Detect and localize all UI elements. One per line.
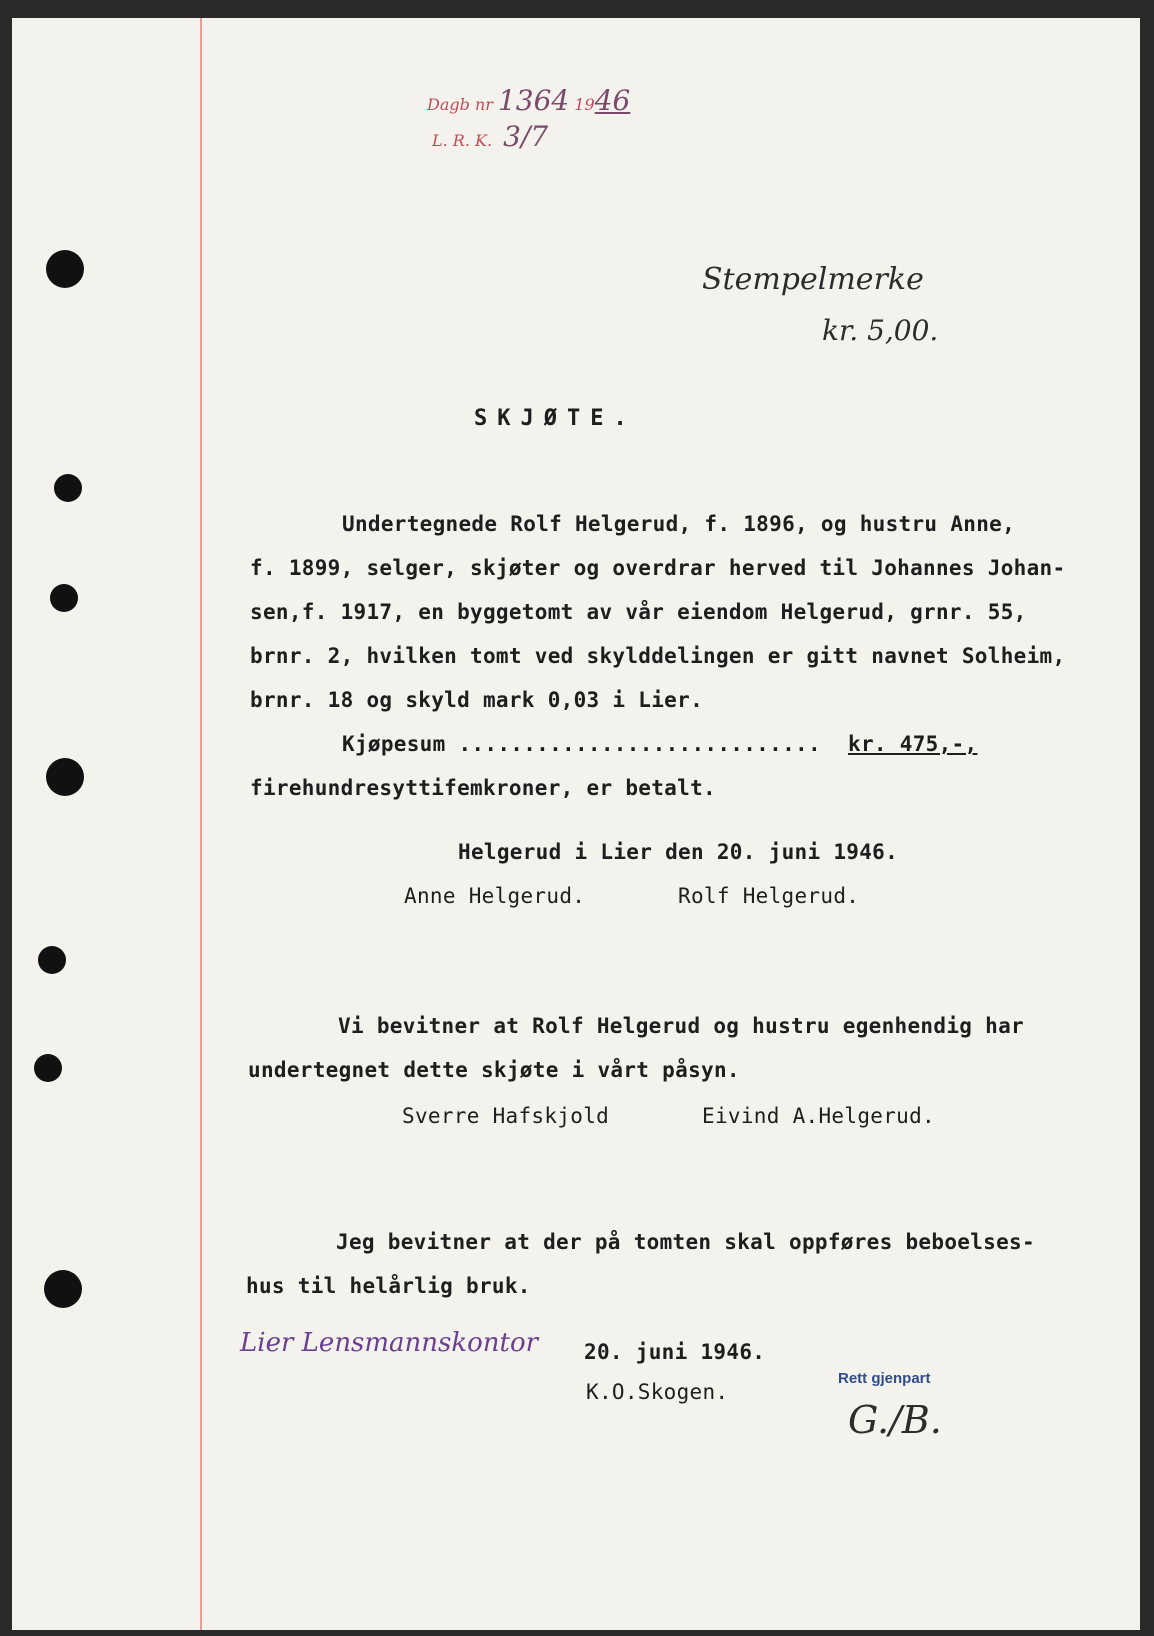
text-line: undertegnet dette skjøte i vårt påsyn. (248, 1058, 740, 1082)
signature-seller-1: Anne Helgerud. (404, 884, 586, 908)
officer-name: K.O.Skogen. (586, 1380, 729, 1404)
margin-line (200, 18, 202, 1630)
office-date: 20. juni 1946. (584, 1340, 766, 1364)
punch-hole (34, 1054, 62, 1082)
punch-hole (38, 946, 66, 974)
punch-hole (46, 250, 84, 288)
stamp-duty-note: Stempelmerke (702, 262, 924, 297)
text-line: brnr. 18 og skyld mark 0,03 i Lier. (250, 688, 704, 712)
text-line: brnr. 2, hvilken tomt ved skylddelingen er gitt navnet Solheim, (250, 644, 1066, 668)
text-line: sen,f. 1917, en byggetomt av vår eiendom Helgerud, grnr. 55, (250, 600, 1027, 624)
document-title: SKJØTE. (474, 406, 637, 431)
registry-number: 1364 (497, 84, 570, 117)
copy-stamp: Rett gjenpart (838, 1370, 931, 1387)
document-page (12, 18, 1140, 1630)
initials: G./B. (848, 1398, 942, 1442)
punch-hole (44, 1270, 82, 1308)
registry-year: 46 (594, 84, 631, 117)
text-line: f. 1899, selger, skjøter og overdrar herved til Johannes Johan- (250, 556, 1066, 580)
registry-year-prefix: 19 (574, 95, 595, 114)
text-line: hus til helårlig bruk. (246, 1274, 531, 1298)
registry-stamp-line2 (432, 120, 548, 153)
witness-1: Sverre Hafskjold (402, 1104, 610, 1128)
place-date: Helgerud i Lier den 20. juni 1946. (458, 840, 899, 864)
price-value: kr. 475,-, (848, 732, 978, 756)
registry-office: L. R. K. (432, 131, 493, 150)
text-line: Vi bevitner at Rolf Helgerud og hustru egenhendig har (338, 1014, 1024, 1038)
witness-2: Eivind A.Helgerud. (702, 1104, 935, 1128)
signature-seller-2: Rolf Helgerud. (678, 884, 860, 908)
registry-prefix: Dagb nr (427, 95, 493, 114)
text-line: Undertegnede Rolf Helgerud, f. 1896, og hustru Anne, (342, 512, 1016, 536)
stamp-duty-amount: kr. 5,00. (822, 314, 939, 347)
office-stamp: Lier Lensmannskontor (240, 1328, 539, 1358)
price-words: firehundresyttifemkroner, er betalt. (250, 776, 716, 800)
text-line: Jeg bevitner at der på tomten skal oppføres beboelses- (336, 1230, 1035, 1254)
registry-stamp (427, 84, 630, 117)
price-label: Kjøpesum ............................ (342, 732, 821, 756)
punch-hole (54, 474, 82, 502)
registry-date: 3/7 (503, 120, 549, 153)
punch-hole (50, 584, 78, 612)
punch-hole (46, 758, 84, 796)
